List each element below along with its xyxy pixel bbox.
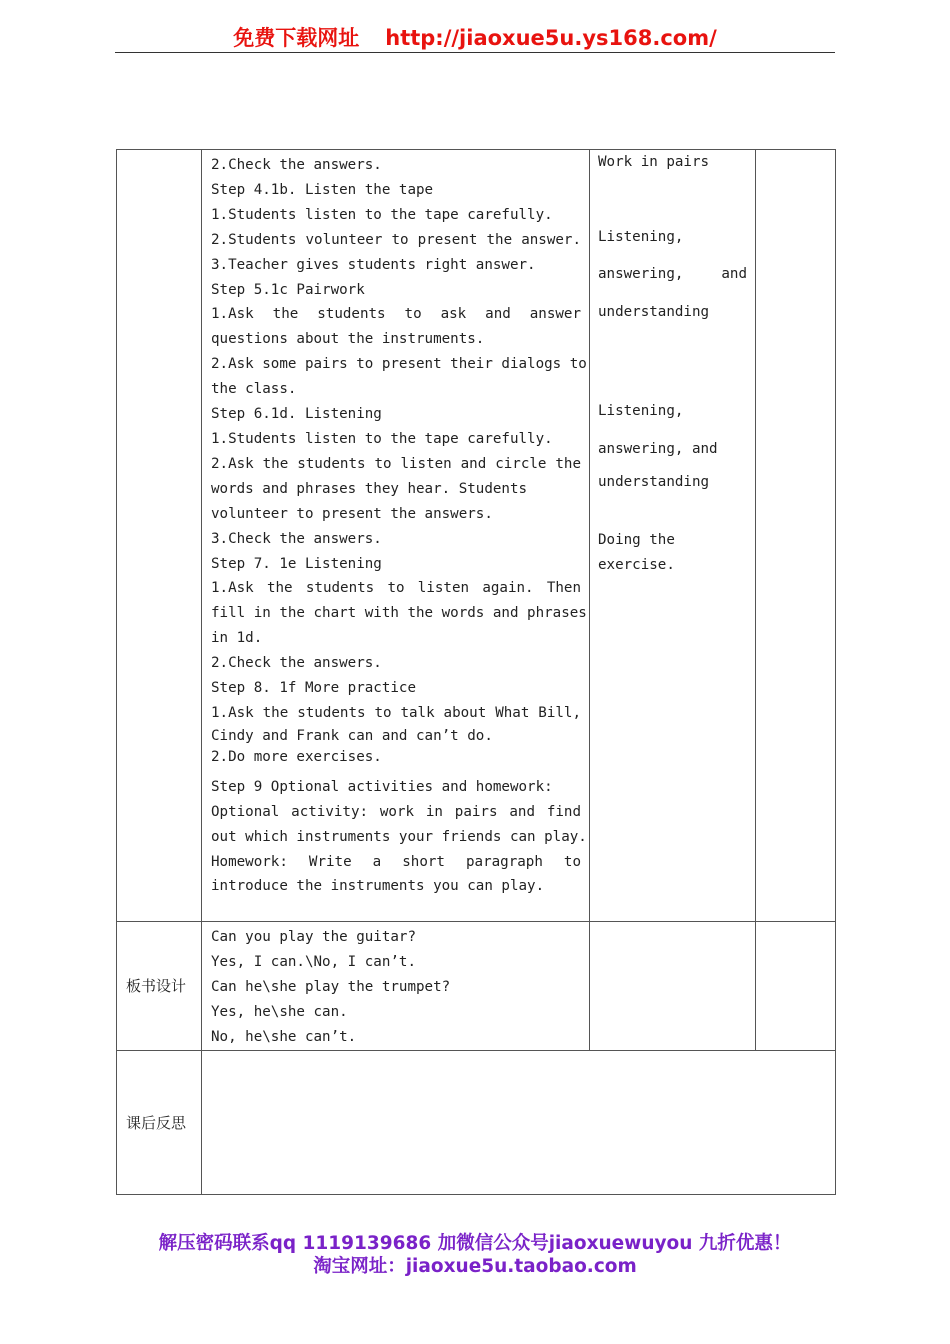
step-line: 2.Do more exercises.: [211, 748, 382, 765]
activity-line: Doing the: [598, 532, 675, 548]
page-header: [0, 22, 950, 52]
step-line: 2.Check the answers.: [211, 655, 382, 672]
step-line: 1.Ask the students to ask and answer: [211, 306, 581, 323]
board-line: Yes, he\she can.: [211, 1003, 348, 1020]
step-line: questions about the instruments.: [211, 331, 485, 348]
activity-line: understanding: [598, 304, 710, 320]
step-line: Step 8. 1f More practice: [211, 680, 416, 697]
step-line: Step 6.1d. Listening: [211, 406, 382, 423]
step-line: volunteer to present the answers.: [211, 505, 493, 522]
reflection-label: 课后反思: [117, 1050, 202, 1194]
footer-shop-url[interactable]: 淘宝网址：jiaoxue5u.taobao.com: [313, 1256, 637, 1277]
activity-line: exercise.: [598, 557, 675, 573]
reflection-content: [202, 1050, 836, 1194]
step-line: Step 5.1c Pairwork: [211, 281, 365, 298]
step-line: Step 9 Optional activities and homework:: [211, 778, 553, 795]
header-url[interactable]: http://jiaoxue5u.ys168.com/: [385, 26, 717, 50]
activity-line: answering, and: [598, 266, 747, 282]
board-empty-cell: [590, 922, 756, 1051]
header-divider: [115, 52, 835, 53]
step-line: Homework: Write a short paragraph to: [211, 853, 581, 870]
header-title: 免费下载网址: [233, 26, 360, 50]
teaching-steps-row: [117, 150, 836, 922]
lesson-plan-table: [116, 149, 836, 1195]
step-line: words and phrases they hear. Students: [211, 480, 528, 497]
board-line: Can you play the guitar?: [211, 929, 416, 945]
step-line: 1.Ask the students to listen again. Then: [211, 580, 581, 597]
step-line: 2.Ask the students to listen and circle the: [211, 455, 581, 472]
step-line: fill in the chart with the words and phrases: [211, 605, 587, 622]
activity-line: Work in pairs: [598, 154, 710, 170]
activity-line: Listening,: [598, 229, 684, 245]
step-line: in 1d.: [211, 630, 263, 647]
board-design-content: [202, 922, 590, 1051]
board-design-label: 板书设计: [117, 922, 202, 1051]
notes-cell: [756, 150, 836, 922]
step-line: 2.Ask some pairs to present their dialogs to: [211, 356, 587, 373]
teaching-steps-cell: [202, 150, 590, 922]
step-line: 2.Check the answers.: [211, 157, 382, 173]
board-design-row: [117, 922, 836, 1051]
activity-line: Listening,: [598, 403, 684, 419]
board-empty-cell: [756, 922, 836, 1051]
step-line: 2.Students volunteer to present the answer.: [211, 231, 581, 248]
footer-contact: 解压密码联系qq 1119139686 加微信公众号jiaoxuewuyou 九折优惠！: [158, 1233, 792, 1254]
step-line: 3.Teacher gives students right answer.: [211, 256, 536, 273]
step-line: Optional activity: work in pairs and find: [211, 803, 581, 820]
step-line: 1.Students listen to the tape carefully.: [211, 430, 553, 447]
board-line: No, he\she can’t.: [211, 1028, 357, 1045]
student-activities-cell: [590, 150, 756, 922]
activity-line: understanding: [598, 474, 710, 490]
activity-line: answering, and: [598, 441, 718, 457]
board-line: Yes, I can.\No, I can’t.: [211, 953, 416, 970]
empty-label-cell: [117, 150, 202, 922]
step-line: the class.: [211, 381, 297, 398]
step-line: introduce the instruments you can play.: [211, 878, 545, 895]
step-line: 1.Students listen to the tape carefully.: [211, 206, 553, 223]
step-line: 1.Ask the students to talk about What Bill,: [211, 704, 581, 721]
step-line: Step 7. 1e Listening: [211, 555, 382, 572]
board-line: Can he\she play the trumpet?: [211, 978, 451, 995]
reflection-row: [117, 1050, 836, 1194]
step-line: out which instruments your friends can play.: [211, 828, 587, 845]
step-line: 3.Check the answers.: [211, 530, 382, 547]
step-line: Cindy and Frank can and can’t do.: [211, 727, 493, 744]
step-line: Step 4.1b. Listen the tape: [211, 181, 434, 198]
